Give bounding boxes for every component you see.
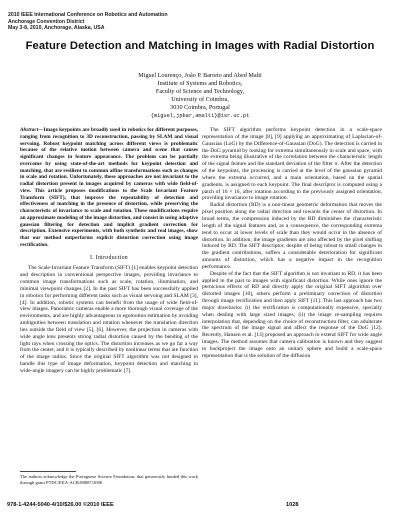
page-number: 1028 — [286, 502, 299, 508]
footnote: The authors acknowledge the Portuguese Science Foundation, that generously funded this work through grant PTDC/EEA-ACR/68887/2006 — [20, 474, 198, 485]
conference-venue: Anchorage Convention District — [8, 18, 85, 25]
paper-title: Feature Detection and Matching in Images with Radial Distortion — [25, 40, 375, 52]
section-heading-introduction: I. Introduction — [90, 254, 128, 261]
author-block — [100, 72, 300, 120]
conference-header — [8, 12, 208, 32]
abstract — [20, 127, 198, 249]
author-city: 3030 Coimbra, Portugal — [170, 104, 230, 111]
author-faculty: Faculty of Science and Technology, — [155, 88, 245, 95]
intro-paragraph: The Scale-Invariant Feature Transform (SIFT) [1] enables keypoint detection and description in conventional perspective images, providing invariance to common image transformations such as scale, rotation, illumination, and minimal viewpoint changes [2]. In the past SIFT has been successfully applied in robotics for performing different tasks such as visual servoing and SLAM [3], [4]. In addition, robotic systems can benefit from the usage of wide field-of-view images. Panoramic cameras enable a more thorough visual coverage of the environments, and are highly advantageous in egomotion estimation by avoiding ambiguities between translation and rotation whenever the translation direction lies outside the field of view [5], [6]. However, the projection in cameras with wide angle lens presents strong radial distortion caused by the bending of the light rays when crossing the optics. The distortion increases as we go far a way from the center, and it is typically described by nonlinear terms that are function of the image radius. Since the original SIFT algorithm was not designed to handle this type of image deformation, keypoint detection and matching in wide-angle imagery can be highly problematic [7]. — [20, 265, 198, 374]
right-column — [202, 127, 382, 360]
body-paragraph-radial-distortion: Radial distortion (RD) is a non-linear geometric deformation that moves the pixel position along the radial direction and towards the center of distortion. In broad terms, the compression induced by the RD diminishes the characteristic length of the signal features and, as a consequence, the corresponding extrema tend to occur at lower levels of scale than they would occur in the absence of distortion. In addition, the image gradients are also affected by the pixel shifting induced by RD. The SIFT descriptor, despite of being robust to small changes in the gradient contributions, suffers a considerable deterioration for significant amounts of distortion, which has a negative impact in the recognition performance. — [202, 202, 382, 270]
body-paragraph-sift: The SIFT algorithm performs keypoint detection in a scale-space representation of the image [8], [9] applying an approximating of Laplacian-of-Gaussian (LoG) by the Difference-of-Gaussian (DoG). The detection is carried in the DoG pyramid by looking for extrema simultaneously in scale and space, with the extrema being illustrative of the correlation between the characteristic length of the signal feature and the standard deviation of the filter σ. After the detection of the keypoints, the processing is carried at the level of the gaussian pyramid where the extrema occurred, and a main orientation, based on the spatial gradients, is assigned to each keypoint. The final descriptor is computed using a patch of 16 × 16, after rotation according to the previously assigned orientation, providing invariance to image rotation. — [202, 127, 382, 202]
author-institute: Institute of Systems and Robotics, — [157, 80, 243, 87]
author-university: University of Coimbra, — [171, 96, 229, 103]
abstract-text: Image keypoints are broadly used in robotics for different purposes, ranging from recognition to 3D reconstruction, passing by SLAM and visual servoing. Robust keypoint matching across different views is problematic because of the relative motion between camera and scene that causes significant changes in feature appearance. The problem can be partially overcome by using state-of-the-art methods for keypoint detection and matching, that are resilient to common affine transformations such as changes in scale and rotation. Unfortunately, these approaches are not invariant to the radial distortion present in images acquired by cameras with wide field-of-view. This article proposes modifications to the Scale Invariant Feature Transform (SIFT), that improve the repeatability of detection and effectiveness of matching in the presence of distortion, while preserving the characteristic of invariance to scale and rotation. These modifications require an approximate modeling of the image distortion, and consist in using adaptive gaussian filtering for detection and implicit gradient correction for description. Extensive experiments, with both synthetic and real images, show that our method outperforms explicit distortion correction using image rectification. — [20, 127, 198, 248]
footnote-divider — [20, 471, 76, 472]
author-email: {miguel,jpbar,amalti}@isr.uc.pt — [150, 113, 250, 119]
conference-name: 2010 IEEE International Conference on Robotics and Automation — [8, 12, 168, 18]
left-column — [20, 127, 198, 375]
body-paragraph-related-work: Despite of the fact that the SIFT algorithm is not invariant to RD, it has been applied in the past to images with significant distortion. While ones ignore the pernicious effects of RD and directly apply the original SIFT algorithm over distorted images [10], others perform a preliminary correction of distortion through image rectification and then apply SIFT [11]. This last approach has two major drawbacks: (i) the rectification is computationally expensive, specially when dealing with large sized images; (ii) the image re-sampling requires interpolation that, depending on the choice of reconstruction filter, can adulterate the spectrum of the image signal and affect the response of the DoG [12]. Recently, Hansen et al. [13] proposed an approach to extend SIFT for wide angle images. The method assumes that camera calibration is known and they suggest to backproject the image onto an unitary sphere and build a scale-space representation that is the solution of the diffusion — [202, 270, 382, 359]
conference-dates: May 3-8, 2010, Anchorage, Alaska, USA — [8, 25, 105, 32]
author-names: Miguel Lourenço, João P. Barreto and Abed Malti — [138, 72, 262, 79]
abstract-label: Abstract— — [20, 127, 44, 133]
footer-isbn: 978-1-4244-5040-4/10/$26.00 ©2010 IEEE — [7, 502, 114, 508]
